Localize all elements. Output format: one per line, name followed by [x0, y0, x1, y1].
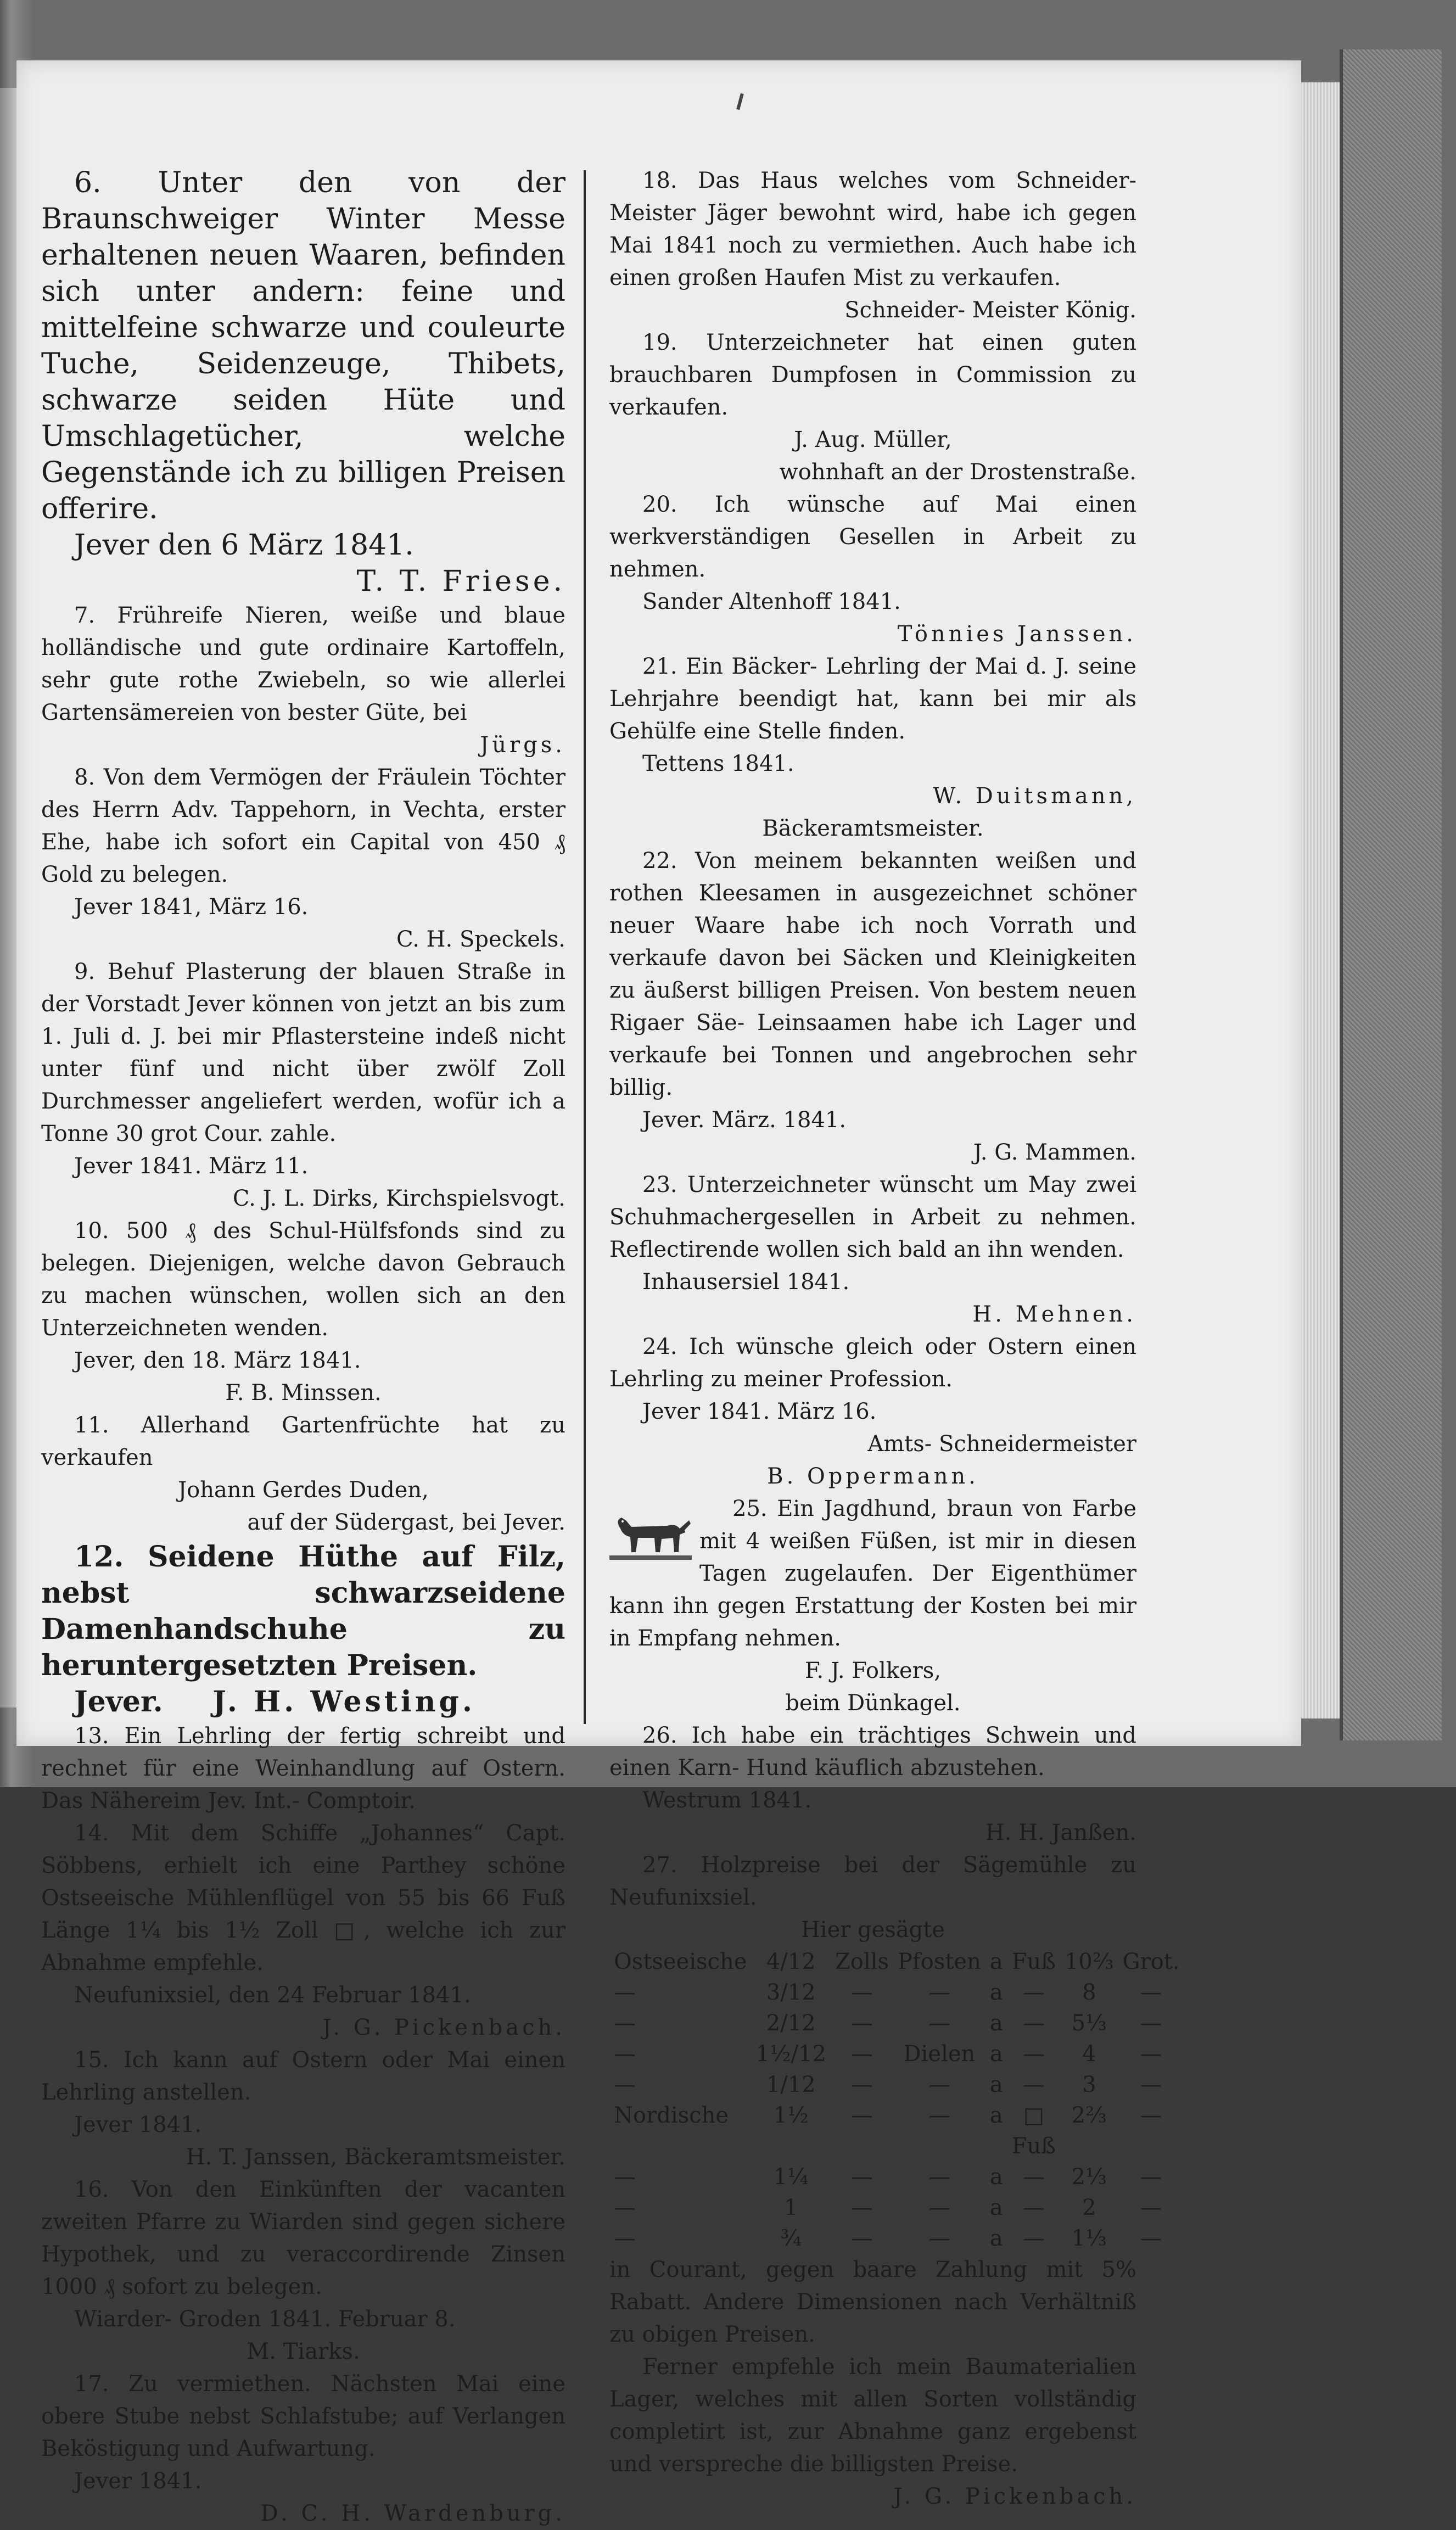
table-cell: — [1140, 1980, 1162, 2005]
table-cell: — [614, 2072, 636, 2097]
ad-7 [41, 600, 565, 762]
table-cell: Dielen [903, 2041, 976, 2067]
wood-price-table [609, 1946, 1184, 2254]
ad-25 [609, 1493, 1136, 1720]
ad-18 [609, 165, 1136, 327]
ad-26 [609, 1720, 1136, 1849]
ad-22-sign: J. G. Mammen. [973, 1140, 1136, 1165]
ad-17-sign: D. C. H. Wardenburg. [260, 2501, 565, 2526]
column-rule [584, 170, 586, 1724]
table-cell: — [1140, 2011, 1162, 2036]
ad-7-sign: Jürgs. [480, 732, 565, 758]
table-cell: — [1022, 2195, 1045, 2220]
table-cell: — [851, 2041, 873, 2067]
ad-24-text: 24. Ich wünsche gleich oder Ostern einen Lehrling zu meiner Profession. [609, 1334, 1136, 1392]
ad-21-sign: W. Duitsmann, [933, 783, 1136, 809]
ad-6-text: 6. Unter den von der Braunschweiger Winter Messe erhaltenen neuen Waaren, befinden sich unter andern: feine und mittelfeine schwarze und couleurte Tuche, Seidenzeuge, Thibets, schwarze seiden Hüte und Umschlagetücher, welche Gegenstände ich zu billigen Preisen offerire. [41, 166, 565, 525]
ad-20-sign: Tönnies Janssen. [897, 622, 1136, 647]
ad-12-sign: J. H. Westing. [212, 1685, 475, 1719]
ad-10-date: Jever, den 18. März 1841. [74, 1348, 361, 1373]
ad-24-date: Jever 1841. März 16. [642, 1399, 877, 1424]
table-cell: 2/12 [766, 2011, 816, 2036]
table-row [609, 1977, 1184, 2008]
table-cell: — [614, 2195, 636, 2220]
ad-24-sign: Amts- Schneidermeister [867, 1431, 1136, 1457]
table-cell: Zolls [835, 1949, 889, 1974]
ad-9-text: 9. Behuf Plasterung der blauen Straße in der Vorstadt Jever können von jetzt an bis zum 1. Juli d. J. bei mir Pflastersteine indeß nicht unter fünf und nicht über zwölf Zoll Durchmesser angeliefert werden, wofür ich a Tonne 30 grot Cour. zahle. [41, 959, 565, 1146]
table-cell: 1½/12 [755, 2041, 827, 2067]
ad-11-address: auf der Südergast, bei Jever. [247, 1510, 565, 1535]
ad-26-date: Westrum 1841. [642, 1788, 812, 1813]
ad-8-text: 8. Von dem Vermögen der Fräulein Töchter des Herrn Adv. Tappehorn, in Vechta, erster Ehe, habe ich sofort ein Capital von 450 ₰ Gold zu belegen. [41, 765, 565, 887]
ad-18-text: 18. Das Haus welches vom Schneider- Meister Jäger bewohnt wird, habe ich gegen Mai 1841 noch zu vermiethen. Auch habe ich einen großen Haufen Mist zu verkaufen. [609, 168, 1136, 290]
table-cell: — [928, 1980, 950, 2005]
table-cell: Pfosten [898, 1949, 981, 1974]
ad-12-text: 12. Seidene Hüthe auf Filz, nebst schwarzseidene Damenhandschuhe zu heruntergesetzten Preisen. [41, 1540, 565, 1682]
table-cell: a [989, 2072, 1003, 2097]
ad-19-text: 19. Unterzeichneter hat einen guten brauchbaren Dumpfosen in Commission zu verkaufen. [609, 330, 1136, 420]
right-column [609, 165, 1180, 2513]
ad-16 [41, 2174, 565, 2368]
ad-11-text: 11. Allerhand Gartenfrüchte hat zu verkaufen [41, 1413, 565, 1470]
ad-23-sign: H. Mehnen. [972, 1302, 1136, 1327]
ad-8-sign: C. H. Speckels. [396, 927, 565, 952]
book-cover [1340, 49, 1442, 1740]
ad-15 [41, 2044, 565, 2174]
ad-23 [609, 1169, 1136, 1331]
ad-12-footer [41, 1684, 565, 1720]
table-cell: — [928, 2195, 950, 2220]
ad-24 [609, 1331, 1136, 1493]
table-cell: — [851, 2164, 873, 2190]
table-cell: — [1022, 2041, 1045, 2067]
table-cell: — [614, 2041, 636, 2067]
ad-12-place: Jever. [74, 1685, 163, 1719]
table-row [609, 2039, 1184, 2069]
table-cell: Fuß [1011, 1949, 1056, 1974]
ad-10 [41, 1215, 565, 1409]
ad-27-sign: J. G. Pickenbach. [893, 2484, 1136, 2509]
ad-25-sign: F. J. Folkers, [804, 1658, 942, 1683]
ad-8-date: Jever 1841, März 16. [74, 894, 309, 920]
ad-11-sign: Johann Gerdes Duden, [178, 1477, 429, 1503]
table-row [609, 2069, 1184, 2100]
table-cell: 1 [783, 2195, 798, 2220]
table-cell: — [928, 2226, 950, 2251]
table-cell: 5⅓ [1071, 2011, 1107, 2036]
ad-22 [609, 845, 1136, 1169]
ad-13-text: 13. Ein Lehrling der fertig schreibt und rechnet für eine Weinhandlung auf Ostern. Das Nähereim Jev. Int.- Comptoir. [41, 1723, 565, 1813]
ad-6-date: Jever den 6 März 1841. [74, 529, 414, 562]
ad-13 [41, 1720, 565, 1817]
ad-26-text: 26. Ich habe ein trächtiges Schwein und einen Karn- Hund käuflich abzustehen. [609, 1723, 1136, 1781]
ad-27-title: 27. Holzpreise bei der Sägemühle zu Neufunixsiel. [609, 1852, 1136, 1910]
table-cell: — [614, 2011, 636, 2036]
table-cell: — [1140, 2164, 1162, 2190]
ad-14-sign: J. G. Pickenbach. [322, 2015, 565, 2040]
table-cell: 4 [1082, 2041, 1096, 2067]
table-cell: — [851, 1980, 873, 2005]
ad-16-date: Wiarder- Groden 1841. Februar 8. [74, 2307, 456, 2332]
ad-27-text: in Courant, gegen baare Zahlung mit 5% Rabatt. Andere Dimensionen nach Verhältniß zu obigen Preisen. [609, 2257, 1136, 2347]
table-cell: — [614, 2226, 636, 2251]
ad-6 [41, 165, 565, 600]
table-cell: — [1022, 1980, 1045, 2005]
table-cell: — [1022, 2226, 1045, 2251]
table-cell: 1⅓ [1071, 2226, 1107, 2251]
left-column [41, 165, 565, 2530]
table-cell: a [989, 1980, 1003, 2005]
table-cell: 1½ [773, 2103, 809, 2128]
ad-21-title: Bäckeramtsmeister. [762, 816, 984, 841]
table-cell: 2⅔ [1071, 2103, 1107, 2128]
table-cell: a [989, 2041, 1003, 2067]
ad-21 [609, 651, 1136, 845]
ad-15-sign: H. T. Janssen, Bäckeramtsmeister. [186, 2145, 565, 2170]
ad-19-sign: J. Aug. Müller, [794, 427, 952, 452]
ad-16-text: 16. Von den Einkünften der vacanten zweiten Pfarre zu Wiarden sind gegen sichere Hypothek, und zu veraccordirende Zinsen 1000 ₰ sofort zu belegen. [41, 2177, 565, 2299]
table-cell: 2 [1082, 2195, 1096, 2220]
table-cell: a [989, 2195, 1003, 2220]
table-cell: — [851, 2072, 873, 2097]
ad-14-date: Neufunixsiel, den 24 Februar 1841. [74, 1983, 471, 2008]
table-cell: — [851, 2011, 873, 2036]
table-cell: — [928, 2072, 950, 2097]
ad-20-date: Sander Altenhoff 1841. [642, 589, 901, 614]
ad-15-text: 15. Ich kann auf Ostern oder Mai einen Lehrling anstellen. [41, 2047, 565, 2105]
table-cell: — [928, 2103, 950, 2128]
table-cell: 4/12 [766, 1949, 816, 1974]
ad-15-date: Jever 1841. [74, 2112, 202, 2137]
table-cell: Nordische [614, 2103, 729, 2128]
table-cell: a [989, 1949, 1003, 1974]
table-cell: Grot. [1122, 1949, 1180, 1974]
ad-19 [609, 327, 1136, 489]
table-cell: — [1140, 2103, 1162, 2128]
table-cell: 10⅔ [1064, 1949, 1114, 1974]
table-row [609, 2192, 1184, 2223]
page-edges [1301, 82, 1340, 1719]
table-row [609, 2223, 1184, 2254]
ad-23-date: Inhausersiel 1841. [642, 1269, 850, 1295]
table-cell: a [989, 2164, 1003, 2190]
ad-23-text: 23. Unterzeichneter wünscht um May zwei Schuhmachergesellen in Arbeit zu nehmen. Reflectirende wollen sich bald an ihn wenden. [609, 1172, 1136, 1262]
table-cell: 8 [1082, 1980, 1096, 2005]
table-cell: 1/12 [766, 2072, 816, 2097]
table-cell: a [989, 2226, 1003, 2251]
ad-25-text: 25. Ein Jagdhund, braun von Farbe mit 4 weißen Füßen, ist mir in diesen Tagen zugelaufen. Der Eigenthümer kann ihn gegen Erstattung der Kosten bei mir in Empfang nehmen. [609, 1496, 1136, 1651]
ad-9 [41, 956, 565, 1215]
dog-icon [609, 1498, 692, 1564]
table-cell: a [989, 2011, 1003, 2036]
ad-17-date: Jever 1841. [74, 2469, 202, 2494]
ad-10-sign: F. B. Minssen. [225, 1380, 382, 1406]
ad-21-date: Tettens 1841. [642, 751, 794, 776]
table-row [609, 2100, 1184, 2162]
ad-20 [609, 489, 1136, 651]
table-cell: — [851, 2195, 873, 2220]
ad-27-text2: Ferner empfehle ich mein Baumaterialien Lager, welches mit allen Sorten vollständig completirt ist, zur Abnahme ganz ergebenst und verspreche die billigsten Preise. [609, 2354, 1136, 2477]
ad-10-text: 10. 500 ₰ des Schul-Hülfsfonds sind zu belegen. Diejenigen, welche davon Gebrauch zu machen wünschen, wollen sich an den Unterzeichneten wenden. [41, 1218, 565, 1341]
table-cell: — [614, 1980, 636, 2005]
table-cell: — [851, 2103, 873, 2128]
ad-24-name: B. Oppermann. [767, 1464, 979, 1489]
ad-22-date: Jever. März. 1841. [642, 1107, 847, 1133]
table-cell: — [1140, 2195, 1162, 2220]
table-cell: 2⅓ [1071, 2164, 1107, 2190]
ad-21-text: 21. Ein Bäcker- Lehrling der Mai d. J. seine Lehrjahre beendigt hat, kann bei mir als Gehülfe eine Stelle finden. [609, 654, 1136, 744]
ad-16-sign: M. Tiarks. [247, 2339, 360, 2364]
ad-18-sign: Schneider- Meister König. [844, 298, 1136, 323]
ad-7-text: 7. Frühreife Nieren, weiße und blaue holländische und gute ordinaire Kartoffeln, sehr gute rothe Zwiebeln, so wie allerlei Gartensämereien von bester Güte, bei [41, 603, 565, 725]
table-cell: — [1140, 2226, 1162, 2251]
ad-14 [41, 1817, 565, 2044]
ad-22-text: 22. Von meinem bekannten weißen und rothen Kleesamen in ausgezeichnet schöner neuer Waare habe ich noch Vorrath und verkaufe davon bei Säcken und Kleinigkeiten zu äußerst billigen Preisen. Von bestem neuen Rigaer Säe- Leinsaamen habe ich Lager und verkaufe bei Tonnen und angebrochen sehr billig. [609, 848, 1136, 1100]
table-cell: — [1022, 2164, 1045, 2190]
table-cell: — [614, 2164, 636, 2190]
ad-25-address: beim Dünkagel. [785, 1691, 961, 1716]
ad-11 [41, 1409, 565, 1539]
table-cell: a [989, 2103, 1003, 2128]
table-cell: — [851, 2226, 873, 2251]
table-cell: 1¼ [773, 2164, 809, 2190]
table-cell: — [928, 2164, 950, 2190]
table-cell: 3/12 [766, 1980, 816, 2005]
ad-12 [41, 1539, 565, 1720]
ad-6-sign: T. T. Friese. [356, 565, 565, 598]
ad-14-text: 14. Mit dem Schiffe „Johannes“ Capt. Söbbens, erhielt ich eine Parthey schöne Ostseeische Mühlenflügel von 55 bis 66 Fuß Länge 1¼ bis 1½ Zoll □, welche ich zur Abnahme empfehle. [41, 1821, 565, 1975]
table-cell: — [928, 2011, 950, 2036]
ad-20-text: 20. Ich wünsche auf Mai einen werkverständigen Gesellen in Arbeit zu nehmen. [609, 492, 1136, 582]
table-cell: Ostseeische [614, 1949, 747, 1974]
table-cell: □ Fuß [1011, 2103, 1056, 2159]
ad-19-address: wohnhaft an der Drostenstraße. [779, 460, 1136, 485]
table-row [609, 1946, 1184, 1977]
table-cell: — [1022, 2011, 1045, 2036]
ad-26-sign: H. H. Janßen. [985, 1820, 1136, 1845]
table-cell: — [1140, 2041, 1162, 2067]
table-cell: — [1022, 2072, 1045, 2097]
ad-8 [41, 762, 565, 956]
ad-9-sign: C. J. L. Dirks, Kirchspielsvogt. [232, 1186, 565, 1211]
ad-27-subtitle: Hier gesägte [800, 1917, 945, 1943]
ad-17 [41, 2368, 565, 2530]
table-row [609, 2162, 1184, 2192]
ad-27 [609, 1849, 1180, 2513]
ad-9-date: Jever 1841. März 11. [74, 1154, 309, 1179]
table-cell: — [1140, 2072, 1162, 2097]
table-row [609, 2008, 1184, 2039]
table-cell: 3 [1082, 2072, 1096, 2097]
ad-17-text: 17. Zu vermiethen. Nächsten Mai eine obere Stube nebst Schlafstube; auf Verlangen Beköstigung und Aufwartung. [41, 2371, 565, 2461]
table-cell: ¾ [780, 2226, 802, 2251]
